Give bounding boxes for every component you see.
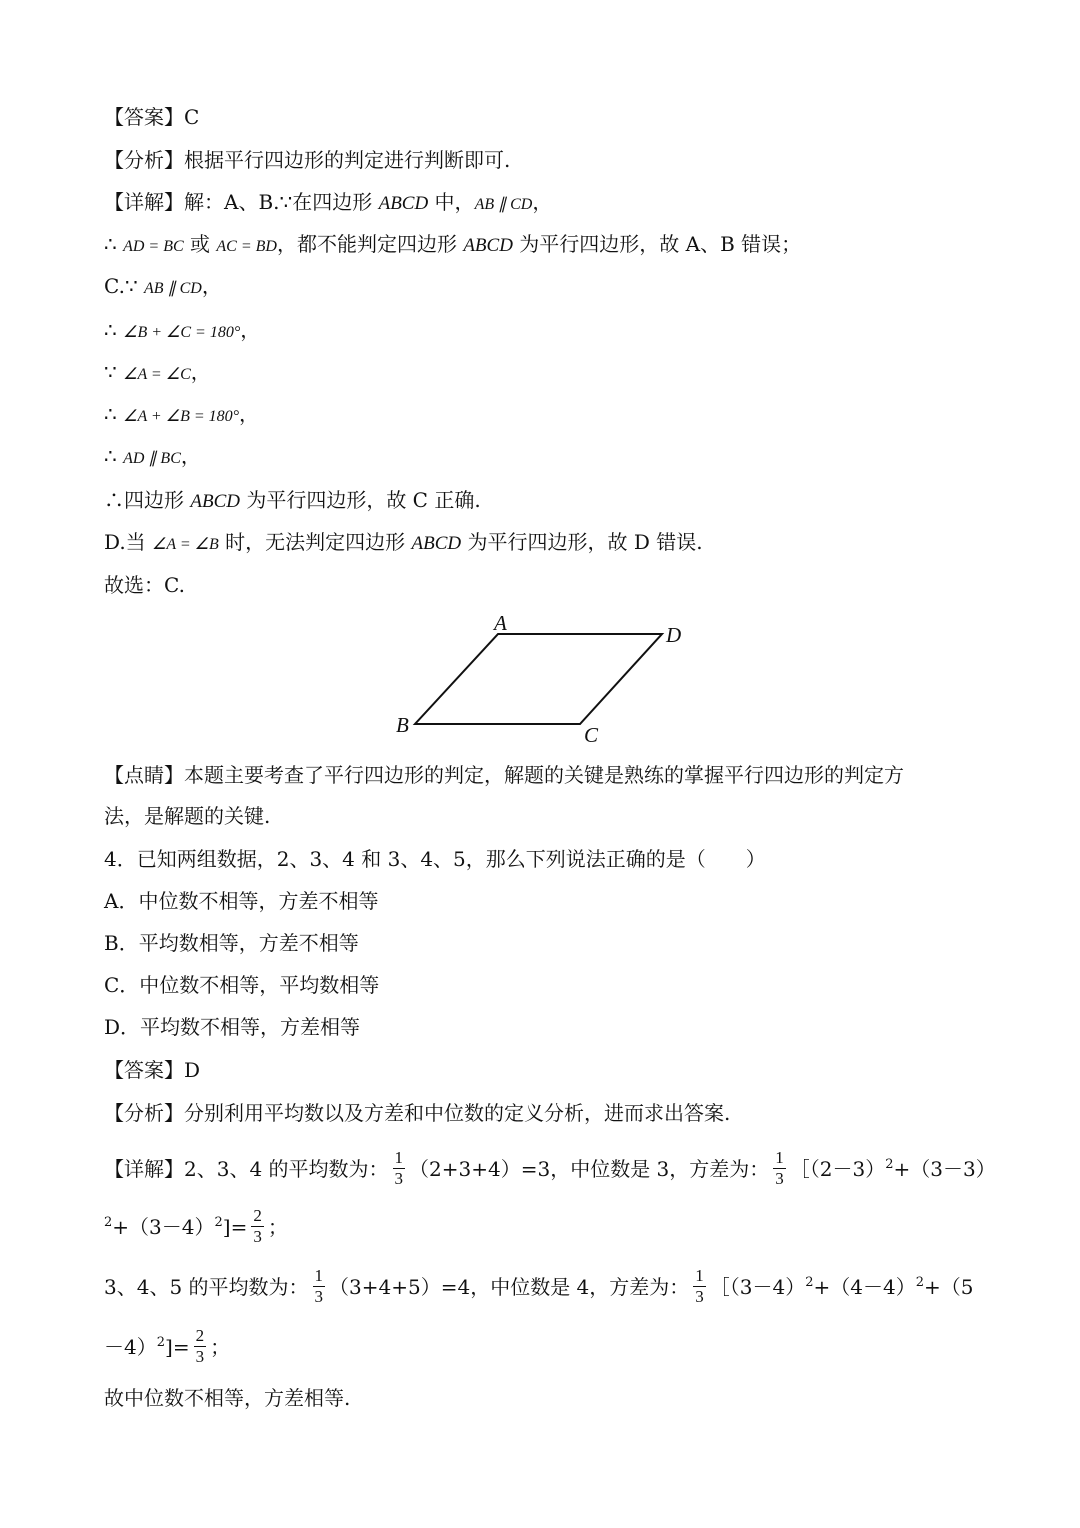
q4-option-d: D．平均数不相等，方差相等 [104, 1015, 361, 1039]
parallelogram-shape [415, 634, 662, 724]
q4-option-a: A．中位数不相等，方差不相等 [104, 889, 379, 913]
q3-choice: 故选：C. [104, 573, 185, 597]
q4-detail-line-1: 【详解】2、3、4 的平均数为： $\frac{1}{3}$ （2+3+4）=3，中位数是 3，方差为： $\frac{1}{3}$ $[(2-3)^2+(3-3)$ [104, 1148, 996, 1188]
q3-detail-line-3: C.∵ AB ∥ CD， [104, 274, 222, 298]
q3-detail-line-8: ∴四边形 ABCD 为平行四边形，故 C 正确. [104, 488, 481, 512]
q3-detail-line-5: ∵ ∠A = ∠C， [104, 360, 211, 384]
q3-answer: 【答案】C [104, 105, 200, 129]
vertex-label-b: B [396, 713, 409, 737]
q4-detail-line-2: $^2+(3-4)^2]=$ $\frac{2}{3}$ ； [104, 1206, 288, 1246]
fraction-one-third: $\frac{1}{3}$ [394, 1148, 404, 1188]
q4-option-b: B．平均数相等，方差不相等 [104, 931, 359, 955]
fraction-one-third: $\frac{1}{3}$ [695, 1266, 704, 1306]
q3-comment-line-2: 法，是解题的关键. [104, 804, 271, 828]
q3-comment-line-1: 【点睛】本题主要考查了平行四边形的判定，解题的关键是熟练的掌握平行四边形的判定方 [104, 763, 904, 787]
q4-analysis: 【分析】分别利用平均数以及方差和中位数的定义分析，进而求出答案. [104, 1101, 731, 1125]
q4-option-c: C．中位数不相等，平均数相等 [104, 973, 380, 997]
q3-analysis: 【分析】根据平行四边形的判定进行判断即可. [104, 148, 511, 172]
q3-detail-line-1: 【详解】解：A、B.∵在四边形 ABCD 中，AB ∥ CD， [104, 190, 553, 214]
q4-answer: 【答案】D [104, 1058, 201, 1082]
fraction-two-thirds: $\frac{2}{3}$ [253, 1206, 262, 1246]
q3-detail-line-2: ∴ AD = BC 或 AC = BD，都不能判定四边形 ABCD 为平行四边形，故 A、B 错误； [104, 232, 802, 256]
vertex-label-a: A [494, 611, 507, 635]
q4-stem: 4．已知两组数据，2、3、4 和 3、4、5，那么下列说法正确的是（ ） [104, 847, 766, 871]
vertex-label-c: C [584, 723, 599, 747]
q3-detail-line-9: D.当 ∠A = ∠B 时，无法判定四边形 ABCD 为平行四边形，故 D 错误. [104, 530, 703, 554]
parallelogram-figure [390, 608, 710, 748]
q4-detail-line-3: 3、4、5 的平均数为： $\frac{1}{3}$ （3+4+5）=4，中位数是 4，方差为： $\frac{1}{3}$ $[(3-4)^2+(4-4)^2+(5$ [104, 1266, 974, 1306]
vertex-label-d: D [666, 623, 682, 647]
q3-detail-line-6: ∴ ∠A + ∠B = 180°， [104, 402, 260, 426]
q4-conclusion: 故中位数不相等，方差相等. [104, 1386, 351, 1410]
q3-detail-line-7: ∴ AD ∥ BC， [104, 444, 201, 468]
q3-detail-line-4: ∴ ∠B + ∠C = 180°， [104, 318, 261, 342]
q4-detail-line-4: －4）$^2$]= $\frac{2}{3}$ ； [104, 1326, 231, 1366]
fraction-two-thirds: $\frac{2}{3}$ [195, 1326, 205, 1366]
fraction-one-third: $\frac{1}{3}$ [775, 1148, 784, 1188]
fraction-one-third: $\frac{1}{3}$ [314, 1266, 324, 1306]
